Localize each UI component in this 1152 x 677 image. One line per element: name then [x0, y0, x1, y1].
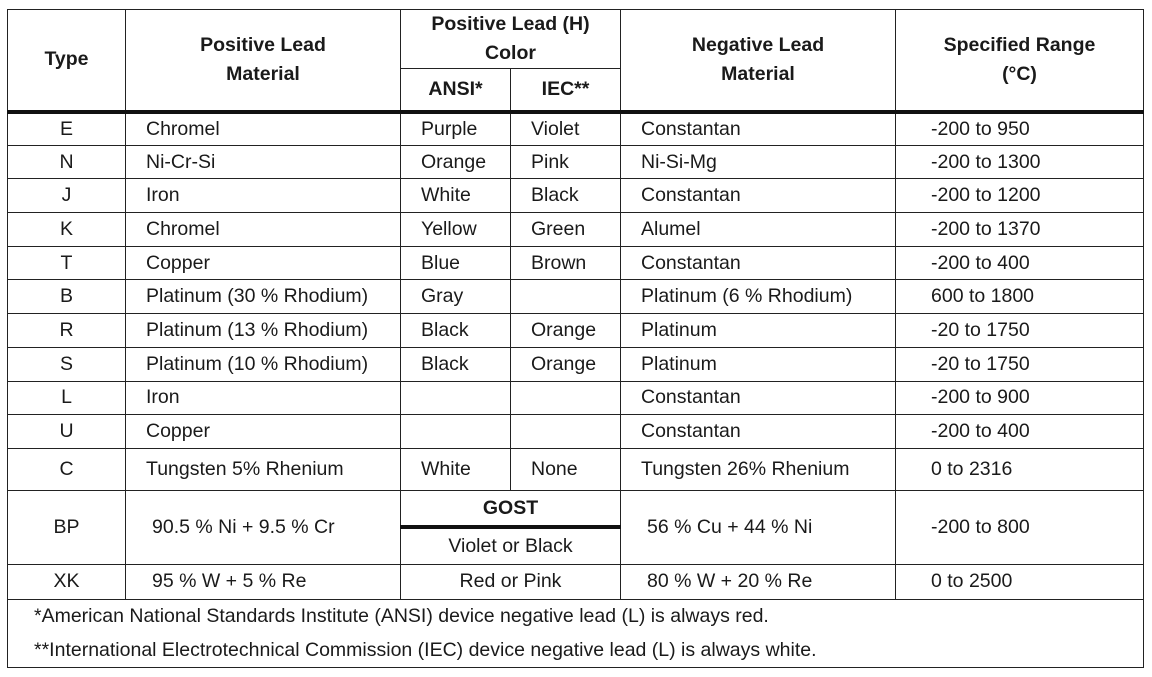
positive-material-cell: Iron	[126, 179, 401, 213]
ansi-color-cell: Yellow	[401, 213, 511, 247]
type-cell: E	[8, 112, 126, 146]
negative-material-cell: Ni-Si-Mg	[621, 145, 896, 179]
range-cell: -200 to 900	[896, 381, 1144, 415]
table-row	[8, 280, 1144, 314]
range-cell: -200 to 800	[896, 490, 1144, 564]
type-cell: T	[8, 246, 126, 280]
range-cell: 0 to 2500	[896, 564, 1144, 599]
footnote-row	[8, 633, 1144, 668]
ansi-color-cell: Gray	[401, 280, 511, 314]
ansi-color-cell: White	[401, 448, 511, 490]
positive-material-cell: 90.5 % Ni + 9.5 % Cr	[126, 490, 401, 564]
negative-material-cell: Platinum (6 % Rhodium)	[621, 280, 896, 314]
range-cell: -200 to 1370	[896, 213, 1144, 247]
negative-material-cell: Constantan	[621, 415, 896, 449]
type-cell: L	[8, 381, 126, 415]
type-cell: S	[8, 347, 126, 381]
negative-material-cell: Constantan	[621, 112, 896, 146]
header-positive-color: Positive Lead (H) Color	[401, 10, 621, 69]
table-row	[8, 145, 1144, 179]
positive-material-cell: 95 % W + 5 % Re	[126, 564, 401, 599]
negative-material-cell: Constantan	[621, 246, 896, 280]
type-cell: XK	[8, 564, 126, 599]
negative-material-cell: Constantan	[621, 381, 896, 415]
table-row	[8, 564, 1144, 599]
negative-material-cell: Platinum	[621, 314, 896, 348]
positive-material-cell: Ni-Cr-Si	[126, 145, 401, 179]
iec-color-cell: Green	[511, 213, 621, 247]
positive-material-cell: Chromel	[126, 213, 401, 247]
negative-material-cell: Constantan	[621, 179, 896, 213]
positive-material-cell: Iron	[126, 381, 401, 415]
table-row	[8, 112, 1144, 146]
gost-color-cell: Violet or Black	[401, 527, 621, 564]
range-cell: 600 to 1800	[896, 280, 1144, 314]
type-cell: K	[8, 213, 126, 247]
iec-color-cell: None	[511, 448, 621, 490]
ansi-color-cell: Orange	[401, 145, 511, 179]
type-cell: U	[8, 415, 126, 449]
negative-material-cell: Platinum	[621, 347, 896, 381]
header-iec: IEC**	[511, 69, 621, 112]
header-type: Type	[8, 10, 126, 112]
negative-material-cell: 56 % Cu + 44 % Ni	[621, 490, 896, 564]
ansi-color-cell: Black	[401, 347, 511, 381]
ansi-color-cell: Purple	[401, 112, 511, 146]
type-cell: J	[8, 179, 126, 213]
iec-color-cell	[511, 280, 621, 314]
type-cell: R	[8, 314, 126, 348]
header-positive-material: Positive Lead Material	[126, 10, 401, 112]
table-body	[8, 112, 1144, 491]
footnote-ansi: *American National Standards Institute (ANSI) device negative lead (L) is always red.	[8, 599, 1144, 633]
range-cell: -200 to 1300	[896, 145, 1144, 179]
type-cell: BP	[8, 490, 126, 564]
range-cell: -200 to 950	[896, 112, 1144, 146]
table-row	[8, 347, 1144, 381]
positive-material-cell: Chromel	[126, 112, 401, 146]
header-negative-material: Negative Lead Material	[621, 10, 896, 112]
iec-color-cell: Pink	[511, 145, 621, 179]
footnote-iec: **International Electrotechnical Commission (IEC) device negative lead (L) is always white.	[8, 633, 1144, 668]
type-cell: B	[8, 280, 126, 314]
negative-material-cell: Alumel	[621, 213, 896, 247]
negative-material-cell: Tungsten 26% Rhenium	[621, 448, 896, 490]
range-cell: 0 to 2316	[896, 448, 1144, 490]
header-range: Specified Range (°C)	[896, 10, 1144, 112]
table-row	[8, 179, 1144, 213]
table-row	[8, 213, 1144, 247]
table-row	[8, 314, 1144, 348]
type-cell: C	[8, 448, 126, 490]
table-row	[8, 381, 1144, 415]
thermocouple-table	[7, 9, 1144, 668]
color-cell: Red or Pink	[401, 564, 621, 599]
positive-material-cell: Platinum (13 % Rhodium)	[126, 314, 401, 348]
iec-color-cell: Orange	[511, 314, 621, 348]
ansi-color-cell	[401, 381, 511, 415]
positive-material-cell: Copper	[126, 415, 401, 449]
ansi-color-cell: Black	[401, 314, 511, 348]
iec-color-cell: Violet	[511, 112, 621, 146]
ansi-color-cell: Blue	[401, 246, 511, 280]
table-row	[8, 246, 1144, 280]
range-cell: -20 to 1750	[896, 347, 1144, 381]
positive-material-cell: Tungsten 5% Rhenium	[126, 448, 401, 490]
iec-color-cell	[511, 381, 621, 415]
type-cell: N	[8, 145, 126, 179]
ansi-color-cell: White	[401, 179, 511, 213]
positive-material-cell: Platinum (10 % Rhodium)	[126, 347, 401, 381]
positive-material-cell: Copper	[126, 246, 401, 280]
gost-rows	[8, 490, 1144, 667]
gost-label: GOST	[401, 490, 621, 527]
range-cell: -200 to 1200	[896, 179, 1144, 213]
iec-color-cell: Black	[511, 179, 621, 213]
positive-material-cell: Platinum (30 % Rhodium)	[126, 280, 401, 314]
table-row	[8, 415, 1144, 449]
range-cell: -200 to 400	[896, 246, 1144, 280]
negative-material-cell: 80 % W + 20 % Re	[621, 564, 896, 599]
table-row	[8, 448, 1144, 490]
iec-color-cell: Orange	[511, 347, 621, 381]
ansi-color-cell	[401, 415, 511, 449]
table-row	[8, 490, 1144, 527]
range-cell: -20 to 1750	[896, 314, 1144, 348]
iec-color-cell	[511, 415, 621, 449]
iec-color-cell: Brown	[511, 246, 621, 280]
footnote-row	[8, 599, 1144, 633]
range-cell: -200 to 400	[896, 415, 1144, 449]
header-ansi: ANSI*	[401, 69, 511, 112]
